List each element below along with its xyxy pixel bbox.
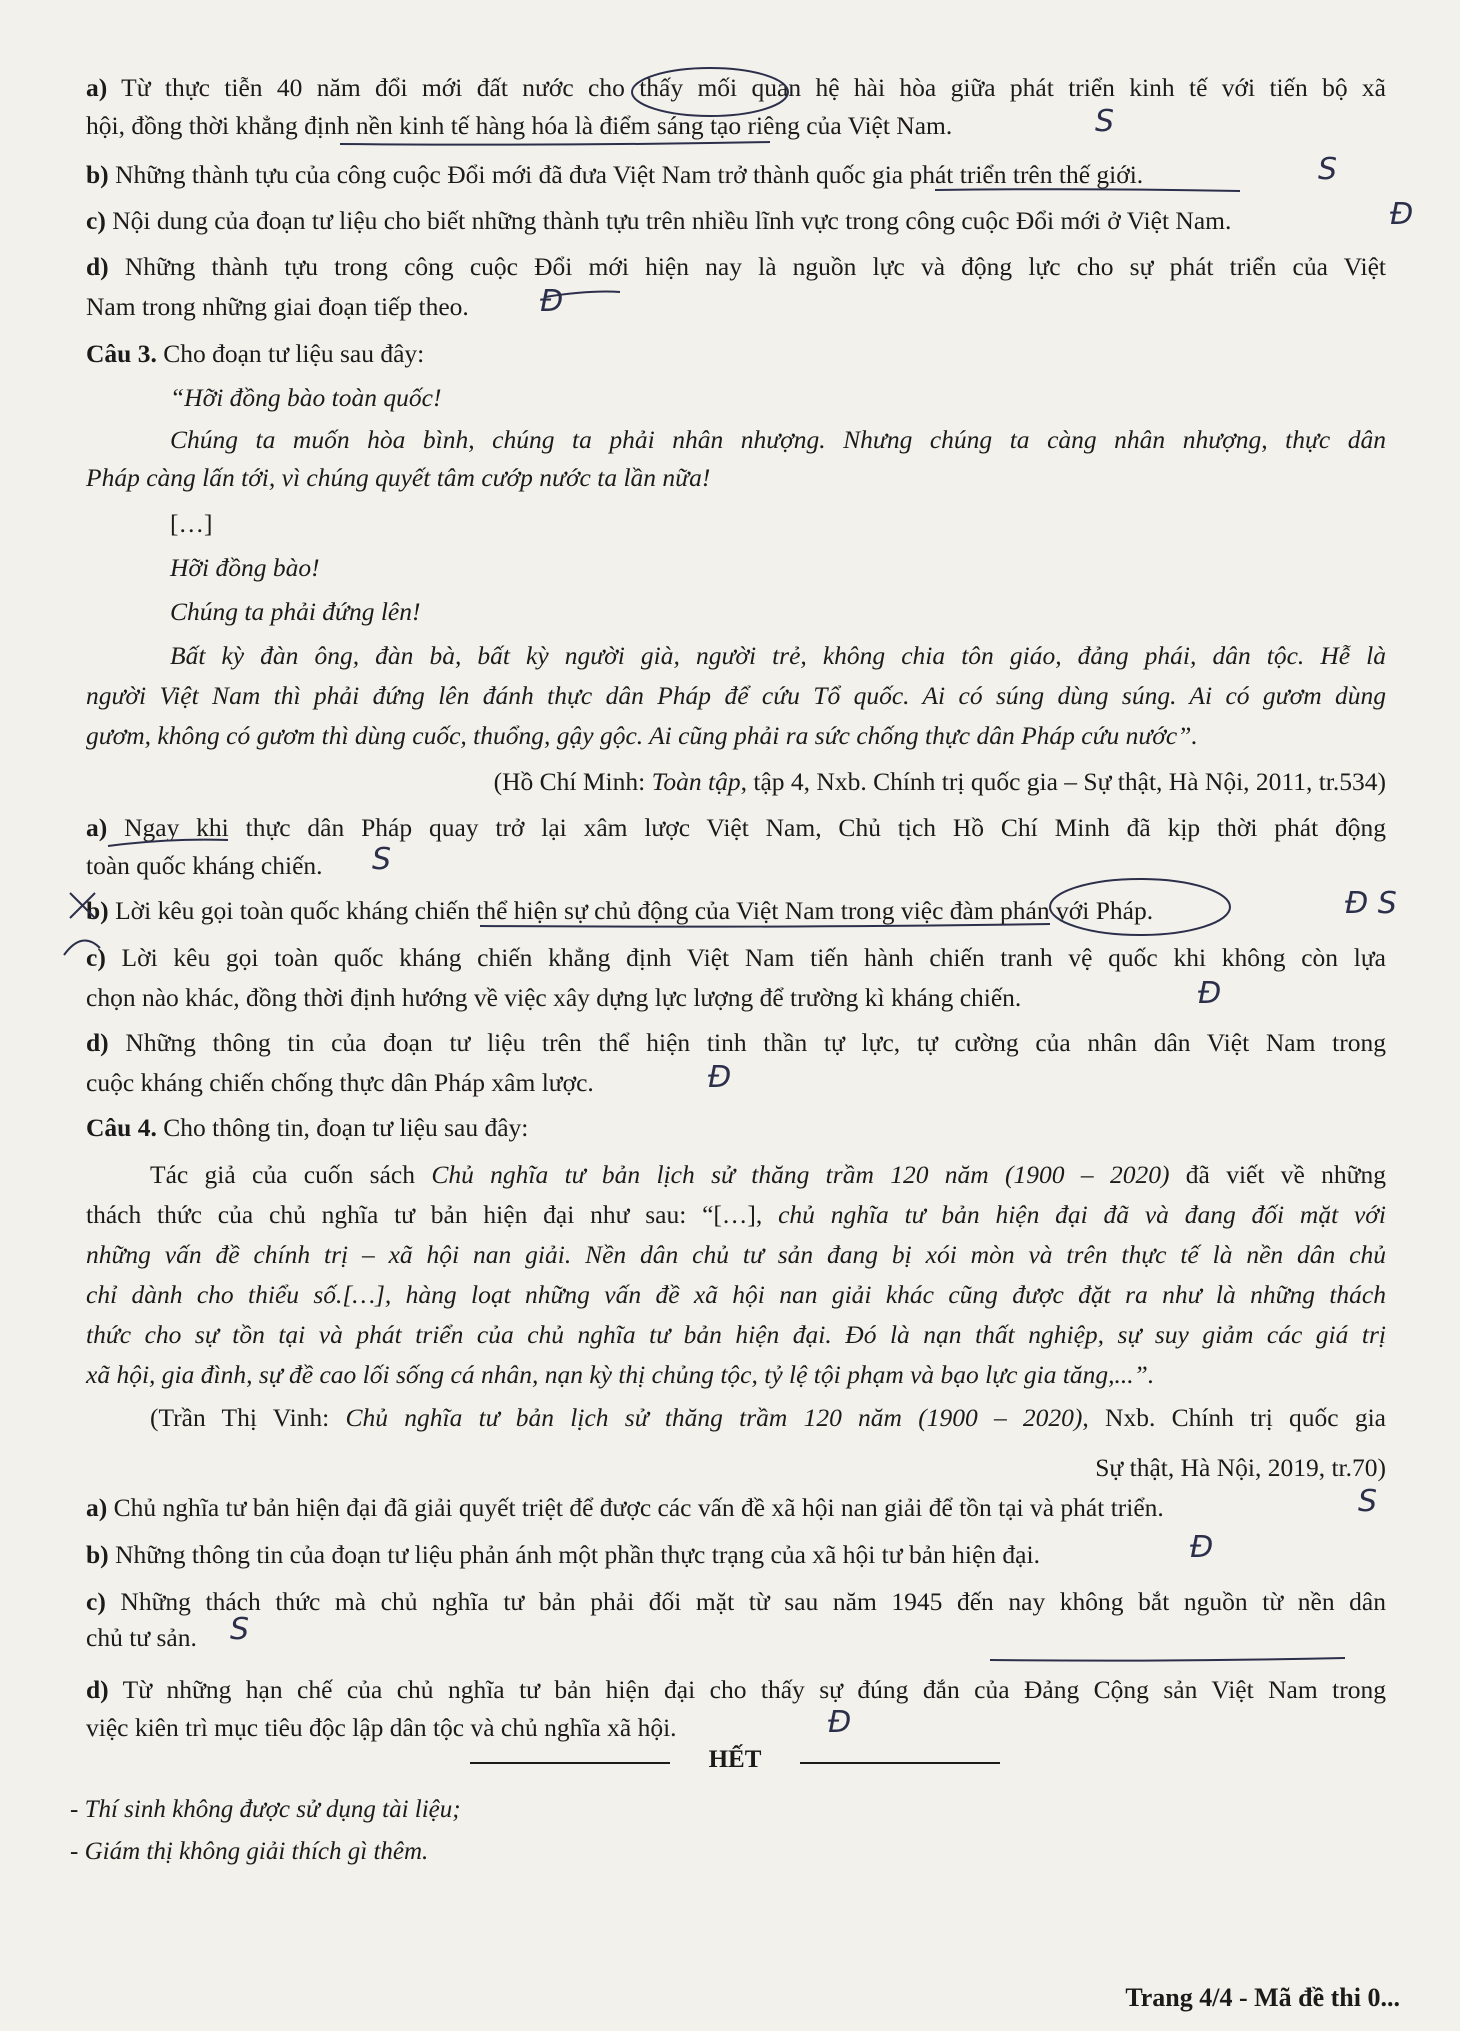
q3-quote-open: “Hỡi đồng bào toàn quốc!	[170, 383, 442, 412]
q4-p-line1	[150, 1157, 1386, 1193]
q2-b-label: b)	[86, 160, 109, 189]
q3-c-label: c)	[86, 943, 106, 972]
end-text: HẾT	[708, 1746, 762, 1773]
footer-note-2: - Giám thị không giải thích gì thêm.	[70, 1838, 429, 1865]
q3-quote-p2: Hỡi đồng bào!	[170, 553, 320, 582]
mark-q4c: S	[230, 1612, 250, 1647]
q4-c-text: Những thách thức mà chủ nghĩa tư bản phải đối mặt từ sau năm 1945 đến nay không bắt nguồn từ nền dân	[120, 1587, 1387, 1616]
q3-d-line1	[86, 1025, 1386, 1061]
q3-source-post: , tập 4, Nxb. Chính trị quốc gia – Sự thật, Hà Nội, 2011, tr.534)	[740, 767, 1386, 796]
mark-q3b: Đ S	[1345, 886, 1397, 921]
q3-b-label: b)	[86, 896, 109, 925]
q4-d-line2: việc kiên trì mục tiêu độc lập dân tộc và chủ nghĩa xã hội.	[86, 1713, 677, 1742]
q2-d-line2: Nam trong những giai đoạn tiếp theo.	[86, 292, 469, 321]
q2-b	[86, 157, 1386, 193]
mark-q3c: Đ	[1198, 976, 1222, 1011]
q3-quote-p4-line2: người Việt Nam thì phải đứng lên đánh thực dân Pháp để cứu Tổ quốc. Ai có súng dùng súng. Ai có gươm dùng	[86, 681, 1386, 710]
q2-a-text: Từ thực tiễn 40 năm đổi mới đất nước cho thấy mối quan hệ hài hòa giữa phát triển kinh tế với tiến bộ xã	[121, 73, 1386, 102]
mark-q4a: S	[1358, 1484, 1378, 1519]
mark-q3d: Đ	[708, 1060, 732, 1095]
q4-d-text: Từ những hạn chế của chủ nghĩa tư bản hiện đại cho thấy sự đúng đắn của Đảng Cộng sản Việt Nam trong	[122, 1675, 1386, 1704]
q3-intro: Cho đoạn tư liệu sau đây:	[163, 339, 425, 368]
q4-p-line2-italic: chủ nghĩa tư bản hiện đại đã và đang đối mặt với	[778, 1200, 1386, 1229]
q4-d-line1	[86, 1672, 1386, 1708]
q3-c-line1	[86, 940, 1386, 976]
q3-c-line2: chọn nào khác, đồng thời định hướng về việc xây dựng lực lượng để trường kì kháng chiến.	[86, 983, 1022, 1012]
q3-a-line1	[86, 810, 1386, 846]
q3-b-text: Lời kêu gọi toàn quốc kháng chiến thể hiện sự chủ động của Việt Nam trong việc đàm phán với Pháp.	[115, 896, 1154, 925]
q4-p-line4: chỉ dành cho thiểu số.[…], hàng loạt những vấn đề xã hội nan giải khác cũng được đặt ra như là những thách	[86, 1280, 1386, 1309]
q4-b-label: b)	[86, 1540, 109, 1569]
q4-p-line1-pre: Tác giả của cuốn sách	[150, 1160, 432, 1189]
q3-source	[86, 764, 1386, 800]
q4-p-line1-title: Chủ nghĩa tư bản lịch sử thăng trầm 120 năm (1900 – 2020)	[431, 1160, 1170, 1189]
q4-p-line6: xã hội, gia đình, sự đề cao lối sống cá nhân, nạn kỳ thị chủng tộc, tỷ lệ tội phạm và bạo lực gia tăng,...”.	[86, 1360, 1155, 1389]
q3-a-text: Ngay khi thực dân Pháp quay trở lại xâm lược Việt Nam, Chủ tịch Hồ Chí Minh đã kịp thời phát động	[124, 813, 1387, 842]
mark-q2a: S	[1095, 104, 1115, 139]
q4-c-line2: chủ tư sản.	[86, 1623, 197, 1652]
q4-source-post: , Nxb. Chính trị quốc gia	[1082, 1403, 1387, 1432]
q4-heading: Câu 4.	[86, 1113, 157, 1142]
page-number: Trang 4/4 - Mã đề thi 0...	[1125, 1983, 1400, 2012]
q3-a-line2: toàn quốc kháng chiến.	[86, 851, 323, 880]
q2-c	[86, 203, 1386, 239]
q4-c-label: c)	[86, 1587, 106, 1616]
q3-quote-p4-line3: gươm, không có gươm thì dùng cuốc, thuổng, gậy gộc. Ai cũng phải ra sức chống thực dân Pháp cứu nước”.	[86, 721, 1198, 750]
q3-heading: Câu 3.	[86, 339, 157, 368]
mark-q4b: Đ	[1190, 1530, 1214, 1565]
q3-quote-p1-line2: Pháp càng lấn tới, vì chúng quyết tâm cướp nước ta lần nữa!	[86, 463, 711, 492]
q4-p-line1-post: đã viết về những	[1169, 1160, 1386, 1189]
mark-q2d: Đ	[540, 284, 564, 319]
q3-b	[86, 893, 1386, 929]
q3-c-text: Lời kêu gọi toàn quốc kháng chiến khẳng định Việt Nam tiến hành chiến tranh vệ quốc khi không còn lựa	[121, 943, 1387, 972]
q4-b-text: Những thông tin của đoạn tư liệu phản ánh một phần thực trạng của xã hội tư bản hiện đại.	[115, 1540, 1040, 1569]
q3-source-title: Toàn tập	[651, 767, 741, 796]
q4-p-line3: những vấn đề chính trị – xã hội nan giải. Nền dân chủ tư sản đang bị xói mòn và trên thực tế là nền dân chủ	[86, 1240, 1386, 1269]
q4-a-text: Chủ nghĩa tư bản hiện đại đã giải quyết triệt để được các vấn đề xã hội nan giải để tồn tại và phát triển.	[113, 1493, 1164, 1522]
end-rule-left	[470, 1762, 670, 1764]
q4-p-line2	[86, 1197, 1386, 1233]
q2-c-text: Nội dung của đoạn tư liệu cho biết những thành tựu trên nhiều lĩnh vực trong công cuộc Đổi mới ở Việt Nam.	[112, 206, 1232, 235]
q2-d-text: Những thành tựu trong công cuộc Đổi mới hiện nay là nguồn lực và động lực cho sự phát triển của Việt	[124, 252, 1386, 281]
q2-b-text: Những thành tựu của công cuộc Đổi mới đã đưa Việt Nam trở thành quốc gia phát triển trên thế giới.	[115, 160, 1144, 189]
q3-source-pre: (Hồ Chí Minh:	[493, 767, 652, 796]
q3-heading-line	[86, 336, 1386, 372]
q2-a-line1	[86, 70, 1386, 106]
q4-p-line5: thức cho sự tồn tại và phát triển của chủ nghĩa tư bản hiện đại. Đó là nạn thất nghiệp, sự suy giảm các giá trị	[86, 1320, 1386, 1349]
q3-d-text: Những thông tin của đoạn tư liệu trên thể hiện tinh thần tự lực, tự cường của nhân dân Việt Nam trong	[125, 1028, 1387, 1057]
q4-source-title: Chủ nghĩa tư bản lịch sử thăng trầm 120 năm (1900 – 2020)	[345, 1403, 1083, 1432]
q2-a-label: a)	[86, 73, 108, 102]
q4-a	[86, 1490, 1386, 1526]
q4-intro: Cho thông tin, đoạn tư liệu sau đây:	[163, 1113, 529, 1142]
q2-a-line2: hội, đồng thời khẳng định nền kinh tế hàng hóa là điểm sáng tạo riêng của Việt Nam.	[86, 111, 953, 140]
mark-q3a: S	[372, 842, 392, 877]
q4-d-label: d)	[86, 1675, 109, 1704]
mark-q4d: Đ	[828, 1705, 852, 1740]
q3-quote-p3: Chúng ta phải đứng lên!	[170, 597, 421, 626]
q3-quote-p4-line1: Bất kỳ đàn ông, đàn bà, bất kỳ người già, người trẻ, không chia tôn giáo, đảng phái, dân tộc. Hễ là	[170, 641, 1386, 670]
q3-quote-p1-line1: Chúng ta muốn hòa bình, chúng ta phải nhân nhượng. Nhưng chúng ta càng nhân nhượng, thực dân	[170, 425, 1386, 454]
q4-p-line2-pre: thách thức của chủ nghĩa tư bản hiện đại như sau: “[…],	[86, 1200, 779, 1229]
q3-ellipsis: […]	[170, 509, 213, 538]
q4-source-line2: Sự thật, Hà Nội, 2019, tr.70)	[1095, 1453, 1386, 1482]
q3-a-label: a)	[86, 813, 108, 842]
underline-q4c	[990, 1658, 1345, 1661]
q3-d-line2: cuộc kháng chiến chống thực dân Pháp xâm lược.	[86, 1068, 594, 1097]
q4-heading-line	[86, 1110, 1386, 1146]
mark-q2c: Đ	[1390, 197, 1414, 232]
q3-d-label: d)	[86, 1028, 109, 1057]
q2-d-line1	[86, 249, 1386, 285]
q4-source-line1	[150, 1400, 1386, 1436]
q4-c-line1	[86, 1584, 1386, 1620]
mark-q2b: S	[1318, 152, 1338, 187]
end-marker	[470, 1742, 1000, 1778]
q4-a-label: a)	[86, 1493, 108, 1522]
q2-d-label: d)	[86, 252, 109, 281]
q4-source-pre: (Trần Thị Vinh:	[150, 1403, 346, 1432]
footer-note-1: - Thí sinh không được sử dụng tài liệu;	[70, 1796, 461, 1823]
end-rule-right	[800, 1762, 1000, 1764]
q2-c-label: c)	[86, 206, 106, 235]
